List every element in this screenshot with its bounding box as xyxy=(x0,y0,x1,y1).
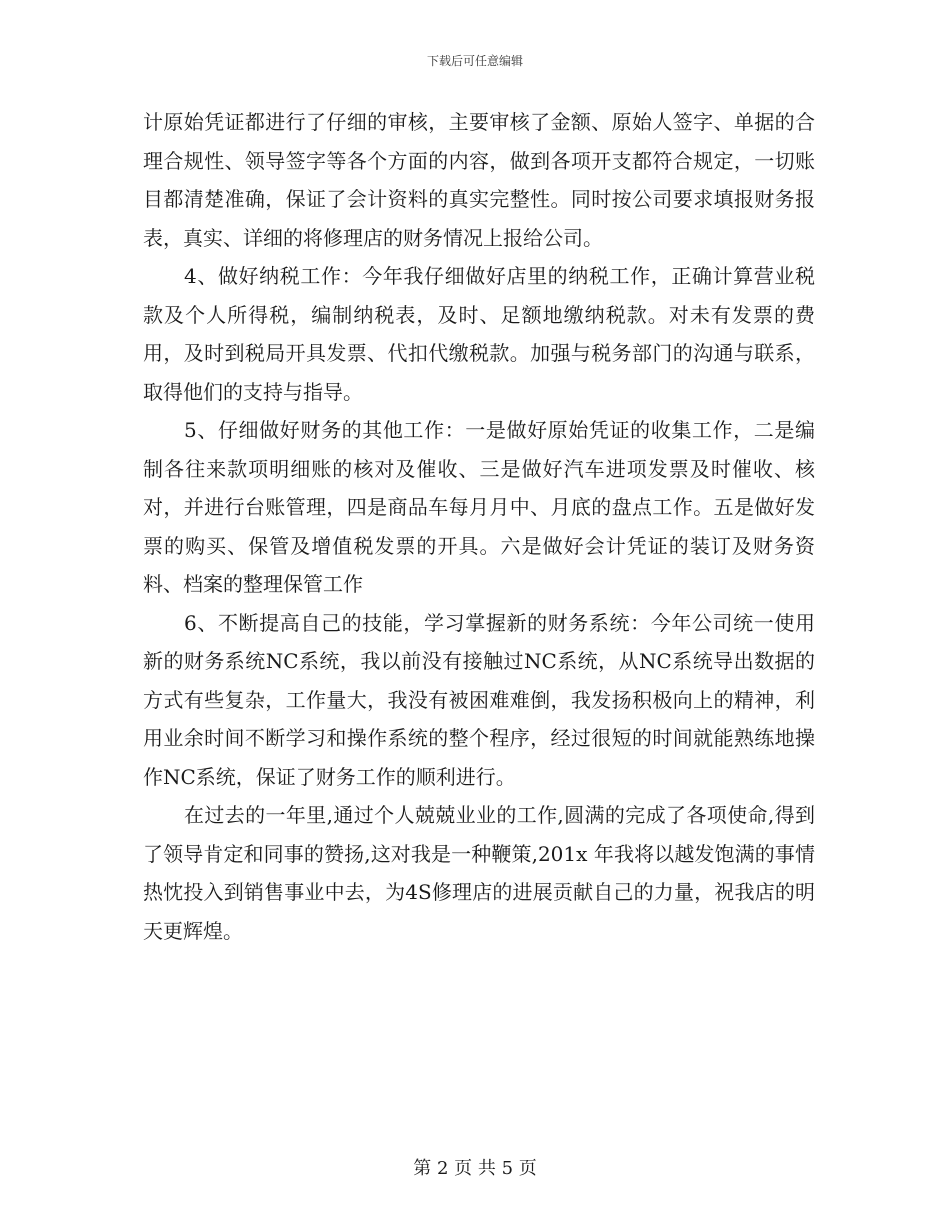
paragraph-audit: 计原始凭证都进行了仔细的审核，主要审核了金额、原始人签字、单据的合理合规性、领导签字等各个方面的内容，做到各项开支都符合规定，一切账目都清楚准确，保证了会计资料的真实完整性。同时按公司要求填报财务报表，真实、详细的将修理店的财务情况上报给公司。 xyxy=(143,110,815,250)
paragraph-other-work: 5、仔细做好财务的其他工作：一是做好原始凭证的收集工作，二是编制各往来款项明细账的核对及催收、三是做好汽车进项发票及时催收、核对，并进行台账管理，四是商品车每月月中、月底的盘点工作。五是做好发票的购买、保管及增值税发票的开具。六是做好会计凭证的装订及财务资料、档案的整理保管工作 xyxy=(143,418,815,596)
page-number: 第 2 页 共 5 页 xyxy=(413,1158,537,1179)
document-body xyxy=(143,103,815,950)
paragraph-conclusion: 在过去的一年里,通过个人兢兢业业的工作,圆满的完成了各项使命,得到了领导肯定和同事的赞扬,这对我是一种鞭策,201x 年我将以越发饱满的事情热忱投入到销售事业中去，为4S修理店的进展贡献自己的力量，祝我店的明天更辉煌。 xyxy=(143,803,815,943)
paragraph-tax: 4、做好纳税工作：今年我仔细做好店里的纳税工作，正确计算营业税款及个人所得税，编制纳税表，及时、足额地缴纳税款。对未有发票的费用，及时到税局开具发票、代扣代缴税款。加强与税务部门的沟通与联系，取得他们的支持与指导。 xyxy=(143,264,815,404)
page-header: 下载后可任意编辑 xyxy=(426,54,523,68)
paragraph-skills: 6、不断提高自己的技能，学习掌握新的财务系统：今年公司统一使用新的财务系统NC系统，我以前没有接触过NC系统，从NC系统导出数据的方式有些复杂，工作量大，我没有被困难难倒，我发扬积极向上的精神，利用业余时间不断学习和操作系统的整个程序，经过很短的时间就能熟练地操作NC系统，保证了财务工作的顺利进行。 xyxy=(143,610,815,789)
